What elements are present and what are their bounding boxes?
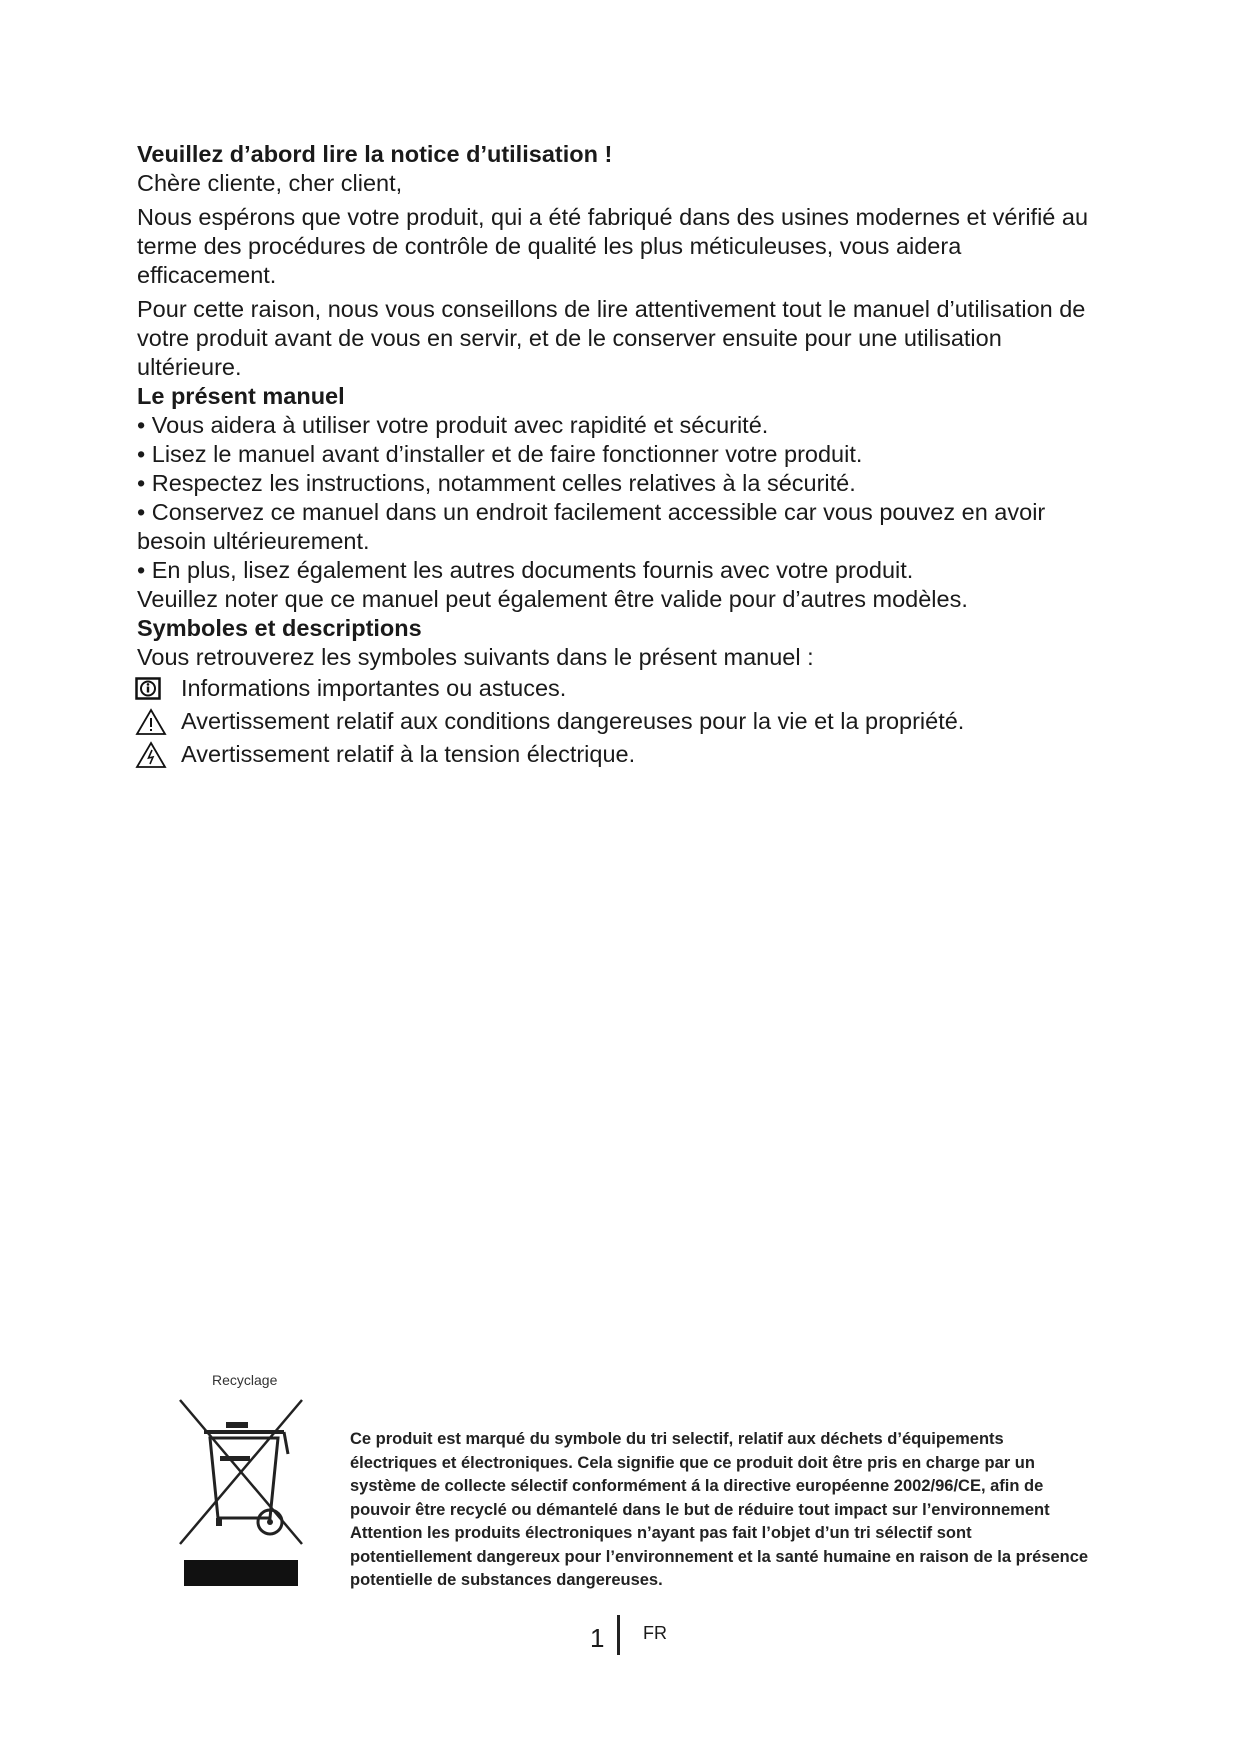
manual-bullet: • Conservez ce manuel dans un endroit facilement accessible car vous pouvez en avoir besoin ultérieurement. (137, 499, 1046, 554)
symbol-row-electric (137, 738, 1097, 771)
manual-bullet: • Respectez les instructions, notamment celles relatives à la sécurité. (137, 470, 856, 496)
info-icon (135, 675, 171, 703)
symbols-title: Symboles et descriptions (137, 615, 422, 641)
symbols-intro: Vous retrouverez les symboles suivants dans le présent manuel : (137, 644, 814, 670)
intro-paragraph-2: Pour cette raison, nous vous conseillons de lire attentivement tout le manuel d’utilisation de votre produit avant de vous en servir, et de le conserver ensuite pour une utilisation ultérieure. (137, 296, 1086, 380)
symbol-text: Avertissement relatif aux conditions dangereuses pour la vie et la propriété. (181, 708, 965, 734)
footer-separator (617, 1615, 620, 1655)
symbol-row-warning (137, 705, 1097, 738)
manual-title: Le présent manuel (137, 383, 345, 409)
main-content (137, 140, 1097, 771)
manual-bullet: • En plus, lisez également les autres documents fournis avec votre produit. (137, 557, 914, 583)
manual-note: Veuillez noter que ce manuel peut également être valide pour d’autres modèles. (137, 586, 968, 612)
recycling-notice (170, 1372, 1100, 1612)
intro-paragraph-1: Nous espérons que votre produit, qui a été fabriqué dans des usines modernes et vérifié au terme des procédures de contrôle de qualité les plus méticuleuses, vous aidera efficacement. (137, 204, 1089, 288)
manual-bullet: • Lisez le manuel avant d’installer et de faire fonctionner votre produit. (137, 441, 863, 467)
symbol-row-info (137, 672, 1097, 705)
electric-warning-icon (135, 741, 171, 769)
page-number: 1 (590, 1623, 605, 1653)
intro-title: Veuillez d’abord lire la notice d’utilisation ! (137, 141, 613, 167)
manual-bullet: • Vous aidera à utiliser votre produit avec rapidité et sécurité. (137, 412, 769, 438)
page-footer (0, 1615, 1241, 1655)
greeting: Chère cliente, cher client, (137, 170, 403, 196)
crossed-bin-icon (176, 1394, 316, 1594)
warning-icon (135, 708, 171, 736)
language-code: FR (643, 1623, 667, 1643)
symbol-text: Avertissement relatif à la tension électrique. (181, 741, 636, 767)
recycling-text: Ce produit est marqué du symbole du tri selectif, relatif aux déchets d’équipements électriques et électroniques. Cela signifie que ce produit doit être pris en charge par un système de collecte sélectif conformément á la directive européenne 2002/96/CE, afin de pouvoir être recyclé ou démantelé dans le but de réduire tout impact sur l’environnement Attention les produits électroniques n’ayant pas fait l’objet d’un tri sélectif sont potentiellement dangereux pour l’environnement et la santé humaine en raison de la présence potentielle de substances dangereuses. (350, 1430, 1089, 1589)
symbol-text: Informations importantes ou astuces. (181, 675, 567, 701)
recycling-label: Recyclage (212, 1372, 278, 1388)
